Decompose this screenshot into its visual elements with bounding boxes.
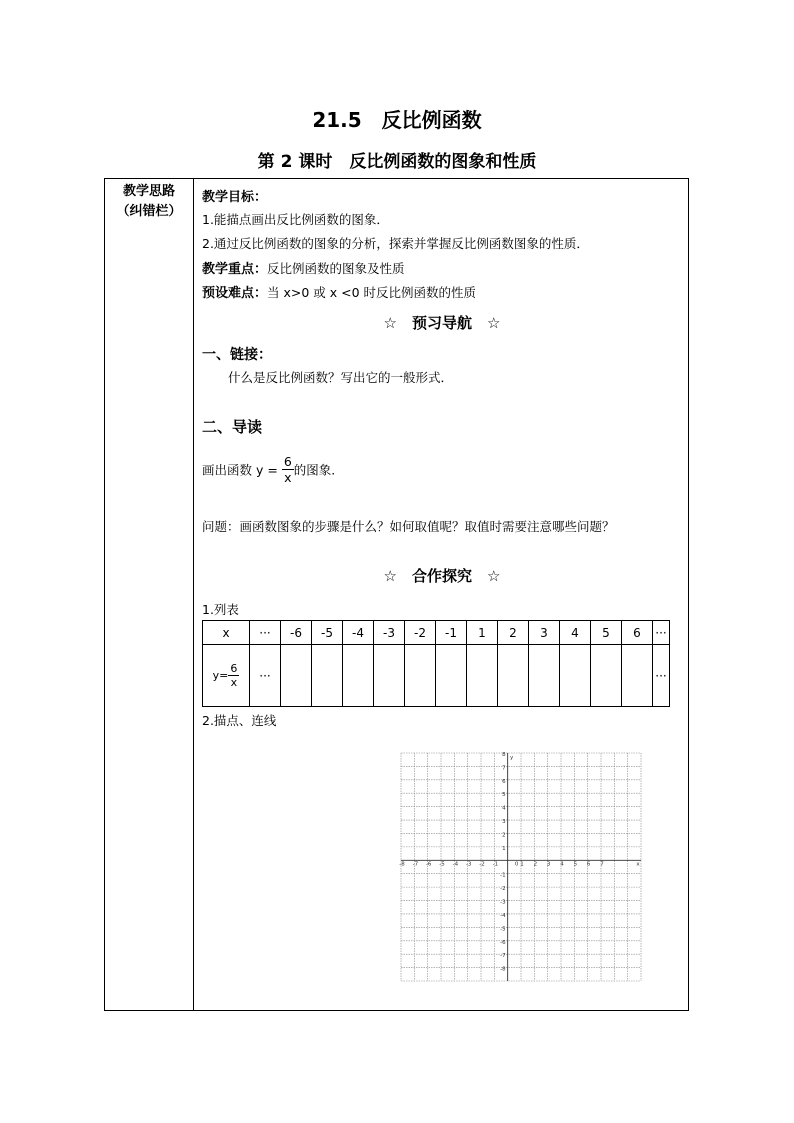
goal-item-1: 1.能描点画出反比例函数的图象． [202, 212, 389, 227]
table-cell: 3 [529, 621, 560, 645]
guide-heading: 二、导读 [202, 418, 263, 436]
lesson-subtitle: 第 2 课时 反比例函数的图象和性质 [257, 152, 537, 172]
x-tick-label: -6 [425, 861, 432, 868]
y-tick-label: -4 [500, 912, 506, 919]
table-cell [529, 645, 560, 707]
table-cell-y-label: y= $\frac{6}{x}$ [203, 645, 250, 707]
lesson-table [104, 178, 689, 1011]
table-cell: 2 [498, 621, 529, 645]
x-tick-label: 5 [573, 861, 578, 868]
y-tick-label: -1 [500, 872, 506, 879]
table-cell [405, 645, 436, 707]
x-tick-label: 7 [600, 861, 604, 868]
table-cell: 1 [467, 621, 498, 645]
table-cell: ··· [250, 645, 281, 707]
table-cell [591, 645, 622, 707]
goal-item-2: 2.通过反比例函数的图象的分析，探索并掌握反比例函数图象的性质． [202, 236, 589, 251]
y-tick-label: 2 [502, 832, 506, 839]
table-cell [498, 645, 529, 707]
table-cell: 4 [560, 621, 591, 645]
value-table [202, 620, 670, 707]
y-tick-label: -5 [500, 926, 506, 933]
table-cell [312, 645, 343, 707]
y-tick-label: -3 [500, 899, 506, 906]
x-tick-label: 6 [586, 861, 591, 868]
coordinate-grid [399, 751, 643, 983]
value-table-y-row [203, 645, 670, 707]
draw-function-line: 画出函数 y = $\frac{6}{x}$ 的图象. [202, 454, 336, 485]
table-cell [281, 645, 312, 707]
x-tick-label: 0 [514, 861, 519, 868]
x-axis-label: x [636, 861, 640, 868]
table-cell: -4 [343, 621, 374, 645]
key-point: 教学重点：反比例函数的图象及性质 [202, 261, 405, 277]
table-cell [467, 645, 498, 707]
goals-heading: 教学目标： [202, 190, 268, 205]
y-tick-label: 8 [502, 752, 506, 758]
x-tick-label: -7 [412, 861, 419, 868]
x-tick-label: -8 [399, 861, 405, 868]
side-label-correction: （纠错栏） [116, 204, 182, 219]
y-tick-label: 4 [502, 805, 506, 812]
y-tick-label: 1 [502, 845, 506, 852]
grid-tick-labels [399, 752, 640, 973]
difficulty-point: 预设难点：当 x>0 或 x <0 时反比例函数的性质 [202, 285, 477, 301]
y-tick-label: 6 [502, 778, 506, 785]
x-tick-label: 3 [546, 861, 551, 868]
table-cell: x [203, 621, 250, 645]
y-tick-label: 3 [502, 819, 506, 826]
x-tick-label: -5 [439, 861, 445, 868]
table-cell [622, 645, 653, 707]
table-cell: ··· [653, 645, 670, 707]
x-tick-label: -3 [465, 861, 472, 868]
y-tick-label: 7 [502, 765, 506, 772]
fraction-6-over-x: $\frac{6}{x}$ [283, 454, 292, 485]
table-cell: -6 [281, 621, 312, 645]
x-tick-label: -2 [479, 861, 485, 868]
table-cell: -3 [374, 621, 405, 645]
link-text: 什么是反比例函数？写出它的一般形式． [228, 370, 454, 385]
x-tick-label: -1 [492, 861, 499, 868]
y-tick-label: -7 [500, 953, 506, 960]
y-tick-label: 5 [502, 792, 506, 799]
explore-heading: ☆ 合作探究 ☆ [383, 567, 501, 585]
x-tick-label: 1 [520, 861, 524, 868]
table-cell: ··· [250, 621, 281, 645]
x-tick-label: 4 [560, 861, 564, 868]
question-text: 问题：画函数图象的步骤是什么？如何取值呢？取值时需要注意哪些问题？ [202, 519, 615, 534]
table-cell [374, 645, 405, 707]
table-cell: ··· [653, 621, 670, 645]
step-list-table: 1.列表 [202, 602, 239, 617]
y-tick-label: -6 [500, 939, 506, 946]
link-heading: 一、链接： [202, 347, 272, 363]
preview-heading: ☆ 预习导航 ☆ [383, 314, 501, 332]
side-label-thinking: 教学思路 [122, 184, 175, 199]
x-tick-label: 2 [533, 861, 538, 868]
y-axis-label: y [510, 755, 514, 761]
y-tick-label: -8 [500, 966, 506, 973]
y-tick-label: -2 [500, 886, 506, 893]
table-cell: -2 [405, 621, 436, 645]
step-plot-connect: 2.描点、连线 [202, 713, 277, 728]
table-cell [560, 645, 591, 707]
table-cell: 5 [591, 621, 622, 645]
table-cell [343, 645, 374, 707]
value-table-x-row [203, 621, 670, 645]
table-cell: -5 [312, 621, 343, 645]
table-cell: -1 [436, 621, 467, 645]
x-tick-label: -4 [452, 861, 459, 868]
page-title: 21.5 反比例函数 [312, 108, 482, 132]
side-column [105, 179, 194, 1010]
table-cell [436, 645, 467, 707]
table-cell: 6 [622, 621, 653, 645]
